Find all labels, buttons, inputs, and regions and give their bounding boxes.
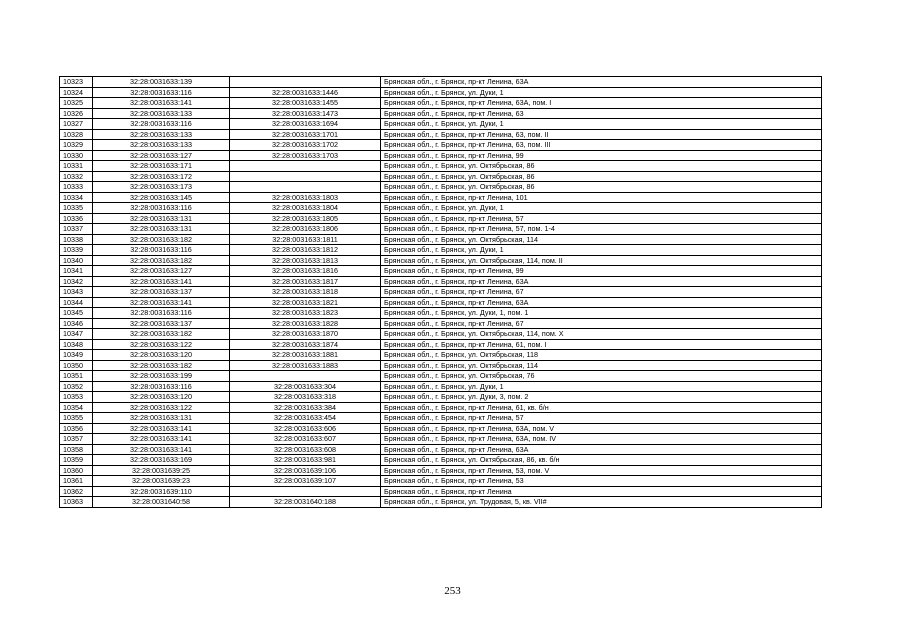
address-cell: Брянская обл., г. Брянск, ул. Октябрьская, 114, пом. II <box>381 255 822 266</box>
object-number-cell: 32:28:0031633:1811 <box>230 234 381 245</box>
parcel-number-cell: 32:28:0031633:120 <box>93 350 230 361</box>
address-cell: Брянская обл., г. Брянск, ул. Дуки, 1 <box>381 381 822 392</box>
table-row <box>60 266 822 277</box>
address-cell: Брянская обл., г. Брянск, ул. Дуки, 1, пом. 1 <box>381 308 822 319</box>
object-number-cell: 32:28:0031633:1812 <box>230 245 381 256</box>
object-number-cell: 32:28:0031633:1883 <box>230 360 381 371</box>
row-number-cell: 10325 <box>60 98 93 109</box>
parcel-number-cell: 32:28:0031633:141 <box>93 423 230 434</box>
parcel-number-cell: 32:28:0031633:131 <box>93 224 230 235</box>
address-cell: Брянская обл., г. Брянск, ул. Октябрьская, 86 <box>381 161 822 172</box>
table-row <box>60 297 822 308</box>
parcel-number-cell: 32:28:0031633:116 <box>93 381 230 392</box>
table-row <box>60 203 822 214</box>
address-cell: Брянская обл., г. Брянск, ул. Дуки, 1 <box>381 119 822 130</box>
object-number-cell: 32:28:0031633:1702 <box>230 140 381 151</box>
parcel-number-cell: 32:28:0031633:120 <box>93 392 230 403</box>
object-number-cell <box>230 182 381 193</box>
table-row <box>60 192 822 203</box>
table-row <box>60 360 822 371</box>
object-number-cell: 32:28:0031633:1703 <box>230 150 381 161</box>
address-cell: Брянская обл., г. Брянск, ул. Октябрьская, 118 <box>381 350 822 361</box>
row-number-cell: 10354 <box>60 402 93 413</box>
parcel-number-cell: 32:28:0031633:122 <box>93 339 230 350</box>
row-number-cell: 10334 <box>60 192 93 203</box>
object-number-cell: 32:28:0031633:1881 <box>230 350 381 361</box>
object-number-cell <box>230 171 381 182</box>
parcel-number-cell: 32:28:0031633:182 <box>93 255 230 266</box>
parcel-number-cell: 32:28:0031639:25 <box>93 465 230 476</box>
object-number-cell: 32:28:0031633:1823 <box>230 308 381 319</box>
row-number-cell: 10346 <box>60 318 93 329</box>
table-row <box>60 350 822 361</box>
row-number-cell: 10361 <box>60 476 93 487</box>
parcel-number-cell: 32:28:0031633:171 <box>93 161 230 172</box>
parcel-number-cell: 32:28:0031633:131 <box>93 213 230 224</box>
address-cell: Брянская обл., г. Брянск, пр-кт Ленина, 57 <box>381 213 822 224</box>
table-row <box>60 87 822 98</box>
row-number-cell: 10339 <box>60 245 93 256</box>
row-number-cell: 10349 <box>60 350 93 361</box>
row-number-cell: 10338 <box>60 234 93 245</box>
address-cell: Брянская обл., г. Брянск, ул. Трудовая, 5, кв. VII# <box>381 497 822 508</box>
table-row <box>60 255 822 266</box>
row-number-cell: 10333 <box>60 182 93 193</box>
object-number-cell: 32:28:0031633:1874 <box>230 339 381 350</box>
parcel-number-cell: 32:28:0031633:141 <box>93 444 230 455</box>
parcel-number-cell: 32:28:0031633:127 <box>93 150 230 161</box>
table-body <box>60 77 822 508</box>
row-number-cell: 10362 <box>60 486 93 497</box>
table-row <box>60 434 822 445</box>
parcel-number-cell: 32:28:0031633:133 <box>93 108 230 119</box>
table-row <box>60 234 822 245</box>
table-row <box>60 287 822 298</box>
table-row <box>60 339 822 350</box>
address-cell: Брянская обл., г. Брянск, ул. Октябрьская, 114, пом. X <box>381 329 822 340</box>
table-row <box>60 423 822 434</box>
object-number-cell: 32:28:0031633:1701 <box>230 129 381 140</box>
object-number-cell: 32:28:0031633:1870 <box>230 329 381 340</box>
address-cell: Брянская обл., г. Брянск, ул. Октябрьская, 76 <box>381 371 822 382</box>
table-row <box>60 455 822 466</box>
row-number-cell: 10348 <box>60 339 93 350</box>
object-number-cell: 32:28:0031633:1828 <box>230 318 381 329</box>
row-number-cell: 10345 <box>60 308 93 319</box>
table-row <box>60 77 822 88</box>
object-number-cell: 32:28:0031633:1805 <box>230 213 381 224</box>
address-cell: Брянская обл., г. Брянск, пр-кт Ленина, 63А <box>381 276 822 287</box>
parcel-number-cell: 32:28:0031633:116 <box>93 308 230 319</box>
row-number-cell: 10355 <box>60 413 93 424</box>
address-cell: Брянская обл., г. Брянск, пр-кт Ленина, 61, пом. I <box>381 339 822 350</box>
table-row <box>60 308 822 319</box>
row-number-cell: 10330 <box>60 150 93 161</box>
address-cell: Брянская обл., г. Брянск, ул. Дуки, 1 <box>381 245 822 256</box>
row-number-cell: 10350 <box>60 360 93 371</box>
parcel-number-cell: 32:28:0031633:141 <box>93 98 230 109</box>
row-number-cell: 10342 <box>60 276 93 287</box>
parcel-number-cell: 32:28:0031633:116 <box>93 203 230 214</box>
address-cell: Брянская обл., г. Брянск, пр-кт Ленина, 67 <box>381 318 822 329</box>
object-number-cell: 32:28:0031633:1455 <box>230 98 381 109</box>
row-number-cell: 10328 <box>60 129 93 140</box>
object-number-cell: 32:28:0031633:454 <box>230 413 381 424</box>
table-row <box>60 392 822 403</box>
table-row <box>60 140 822 151</box>
parcel-number-cell: 32:28:0031633:127 <box>93 266 230 277</box>
object-number-cell: 32:28:0031633:384 <box>230 402 381 413</box>
parcel-number-cell: 32:28:0031633:172 <box>93 171 230 182</box>
address-cell: Брянская обл., г. Брянск, ул. Октябрьская, 114 <box>381 360 822 371</box>
row-number-cell: 10343 <box>60 287 93 298</box>
address-cell: Брянская обл., г. Брянск, пр-кт Ленина, 61, кв. б/н <box>381 402 822 413</box>
object-number-cell: 32:28:0031633:606 <box>230 423 381 434</box>
row-number-cell: 10347 <box>60 329 93 340</box>
parcel-number-cell: 32:28:0031633:131 <box>93 413 230 424</box>
object-number-cell: 32:28:0031633:1446 <box>230 87 381 98</box>
table-row <box>60 486 822 497</box>
table-row <box>60 465 822 476</box>
object-number-cell <box>230 77 381 88</box>
address-cell: Брянская обл., г. Брянск, пр-кт Ленина, 101 <box>381 192 822 203</box>
parcel-number-cell: 32:28:0031633:182 <box>93 329 230 340</box>
address-cell: Брянская обл., г. Брянск, ул. Октябрьская, 86, кв. б/н <box>381 455 822 466</box>
object-number-cell: 32:28:0031633:304 <box>230 381 381 392</box>
address-cell: Брянская обл., г. Брянск, пр-кт Ленина, 63А <box>381 297 822 308</box>
parcel-number-cell: 32:28:0031633:133 <box>93 140 230 151</box>
object-number-cell: 32:28:0031633:607 <box>230 434 381 445</box>
object-number-cell: 32:28:0031633:1803 <box>230 192 381 203</box>
object-number-cell: 32:28:0031640:188 <box>230 497 381 508</box>
object-number-cell: 32:28:0031639:106 <box>230 465 381 476</box>
object-number-cell <box>230 486 381 497</box>
parcel-number-cell: 32:28:0031633:141 <box>93 297 230 308</box>
object-number-cell: 32:28:0031633:1473 <box>230 108 381 119</box>
parcel-number-cell: 32:28:0031633:137 <box>93 287 230 298</box>
table-row <box>60 119 822 130</box>
row-number-cell: 10335 <box>60 203 93 214</box>
table-row <box>60 318 822 329</box>
object-number-cell: 32:28:0031633:318 <box>230 392 381 403</box>
parcel-number-cell: 32:28:0031639:110 <box>93 486 230 497</box>
address-cell: Брянская обл., г. Брянск, ул. Дуки, 1 <box>381 203 822 214</box>
address-cell: Брянская обл., г. Брянск, пр-кт Ленина <box>381 486 822 497</box>
address-cell: Брянская обл., г. Брянск, пр-кт Ленина, 63А <box>381 77 822 88</box>
object-number-cell: 32:28:0031639:107 <box>230 476 381 487</box>
row-number-cell: 10351 <box>60 371 93 382</box>
table-row <box>60 497 822 508</box>
row-number-cell: 10352 <box>60 381 93 392</box>
parcel-number-cell: 32:28:0031633:116 <box>93 245 230 256</box>
table-row <box>60 129 822 140</box>
table-row <box>60 444 822 455</box>
table-row <box>60 381 822 392</box>
row-number-cell: 10363 <box>60 497 93 508</box>
object-number-cell: 32:28:0031633:1694 <box>230 119 381 130</box>
table-row <box>60 150 822 161</box>
row-number-cell: 10358 <box>60 444 93 455</box>
parcel-number-cell: 32:28:0031633:122 <box>93 402 230 413</box>
table-row <box>60 171 822 182</box>
address-cell: Брянская обл., г. Брянск, пр-кт Ленина, 99 <box>381 150 822 161</box>
object-number-cell: 32:28:0031633:1817 <box>230 276 381 287</box>
table-row <box>60 402 822 413</box>
address-cell: Брянская обл., г. Брянск, ул. Дуки, 3, пом. 2 <box>381 392 822 403</box>
address-cell: Брянская обл., г. Брянск, пр-кт Ленина, 63А, пом. V <box>381 423 822 434</box>
object-number-cell: 32:28:0031633:1821 <box>230 297 381 308</box>
table-row <box>60 108 822 119</box>
parcel-number-cell: 32:28:0031640:58 <box>93 497 230 508</box>
parcel-number-cell: 32:28:0031639:23 <box>93 476 230 487</box>
row-number-cell: 10344 <box>60 297 93 308</box>
row-number-cell: 10337 <box>60 224 93 235</box>
address-cell: Брянская обл., г. Брянск, ул. Октябрьская, 86 <box>381 171 822 182</box>
table-row <box>60 329 822 340</box>
table-row <box>60 245 822 256</box>
address-cell: Брянская обл., г. Брянск, пр-кт Ленина, 63 <box>381 108 822 119</box>
table-row <box>60 182 822 193</box>
table-row <box>60 371 822 382</box>
cadastral-table <box>59 76 822 508</box>
address-cell: Брянская обл., г. Брянск, пр-кт Ленина, 57 <box>381 413 822 424</box>
parcel-number-cell: 32:28:0031633:182 <box>93 234 230 245</box>
table-row <box>60 224 822 235</box>
row-number-cell: 10341 <box>60 266 93 277</box>
table-row <box>60 161 822 172</box>
object-number-cell: 32:28:0031633:1818 <box>230 287 381 298</box>
address-cell: Брянская обл., г. Брянск, пр-кт Ленина, 99 <box>381 266 822 277</box>
row-number-cell: 10323 <box>60 77 93 88</box>
parcel-number-cell: 32:28:0031633:141 <box>93 276 230 287</box>
object-number-cell: 32:28:0031633:608 <box>230 444 381 455</box>
row-number-cell: 10329 <box>60 140 93 151</box>
object-number-cell: 32:28:0031633:1813 <box>230 255 381 266</box>
parcel-number-cell: 32:28:0031633:173 <box>93 182 230 193</box>
parcel-number-cell: 32:28:0031633:116 <box>93 87 230 98</box>
row-number-cell: 10353 <box>60 392 93 403</box>
row-number-cell: 10360 <box>60 465 93 476</box>
row-number-cell: 10357 <box>60 434 93 445</box>
parcel-number-cell: 32:28:0031633:116 <box>93 119 230 130</box>
row-number-cell: 10326 <box>60 108 93 119</box>
object-number-cell: 32:28:0031633:1804 <box>230 203 381 214</box>
table-row <box>60 98 822 109</box>
address-cell: Брянская обл., г. Брянск, пр-кт Ленина, 63, пом. II <box>381 129 822 140</box>
row-number-cell: 10332 <box>60 171 93 182</box>
address-cell: Брянская обл., г. Брянск, пр-кт Ленина, 63А <box>381 444 822 455</box>
row-number-cell: 10324 <box>60 87 93 98</box>
address-cell: Брянская обл., г. Брянск, пр-кт Ленина, 53, пом. V <box>381 465 822 476</box>
address-cell: Брянская обл., г. Брянск, пр-кт Ленина, 67 <box>381 287 822 298</box>
parcel-number-cell: 32:28:0031633:137 <box>93 318 230 329</box>
object-number-cell <box>230 161 381 172</box>
parcel-number-cell: 32:28:0031633:133 <box>93 129 230 140</box>
object-number-cell: 32:28:0031633:1806 <box>230 224 381 235</box>
object-number-cell: 32:28:0031633:1816 <box>230 266 381 277</box>
table-row <box>60 213 822 224</box>
object-number-cell <box>230 371 381 382</box>
address-cell: Брянская обл., г. Брянск, пр-кт Ленина, 63А, пом. I <box>381 98 822 109</box>
address-cell: Брянская обл., г. Брянск, пр-кт Ленина, 53 <box>381 476 822 487</box>
table-row <box>60 413 822 424</box>
address-cell: Брянская обл., г. Брянск, пр-кт Ленина, 57, пом. 1-4 <box>381 224 822 235</box>
address-cell: Брянская обл., г. Брянск, ул. Октябрьская, 114 <box>381 234 822 245</box>
row-number-cell: 10331 <box>60 161 93 172</box>
table-row <box>60 476 822 487</box>
address-cell: Брянская обл., г. Брянск, ул. Октябрьская, 86 <box>381 182 822 193</box>
page-number: 253 <box>444 585 461 597</box>
row-number-cell: 10336 <box>60 213 93 224</box>
address-cell: Брянская обл., г. Брянск, пр-кт Ленина, 63А, пом. IV <box>381 434 822 445</box>
parcel-number-cell: 32:28:0031633:182 <box>93 360 230 371</box>
object-number-cell: 32:28:0031633:981 <box>230 455 381 466</box>
parcel-number-cell: 32:28:0031633:139 <box>93 77 230 88</box>
table-row <box>60 276 822 287</box>
row-number-cell: 10327 <box>60 119 93 130</box>
parcel-number-cell: 32:28:0031633:141 <box>93 434 230 445</box>
parcel-number-cell: 32:28:0031633:169 <box>93 455 230 466</box>
address-cell: Брянская обл., г. Брянск, пр-кт Ленина, 63, пом. III <box>381 140 822 151</box>
address-cell: Брянская обл., г. Брянск, ул. Дуки, 1 <box>381 87 822 98</box>
row-number-cell: 10356 <box>60 423 93 434</box>
row-number-cell: 10340 <box>60 255 93 266</box>
parcel-number-cell: 32:28:0031633:199 <box>93 371 230 382</box>
row-number-cell: 10359 <box>60 455 93 466</box>
parcel-number-cell: 32:28:0031633:145 <box>93 192 230 203</box>
